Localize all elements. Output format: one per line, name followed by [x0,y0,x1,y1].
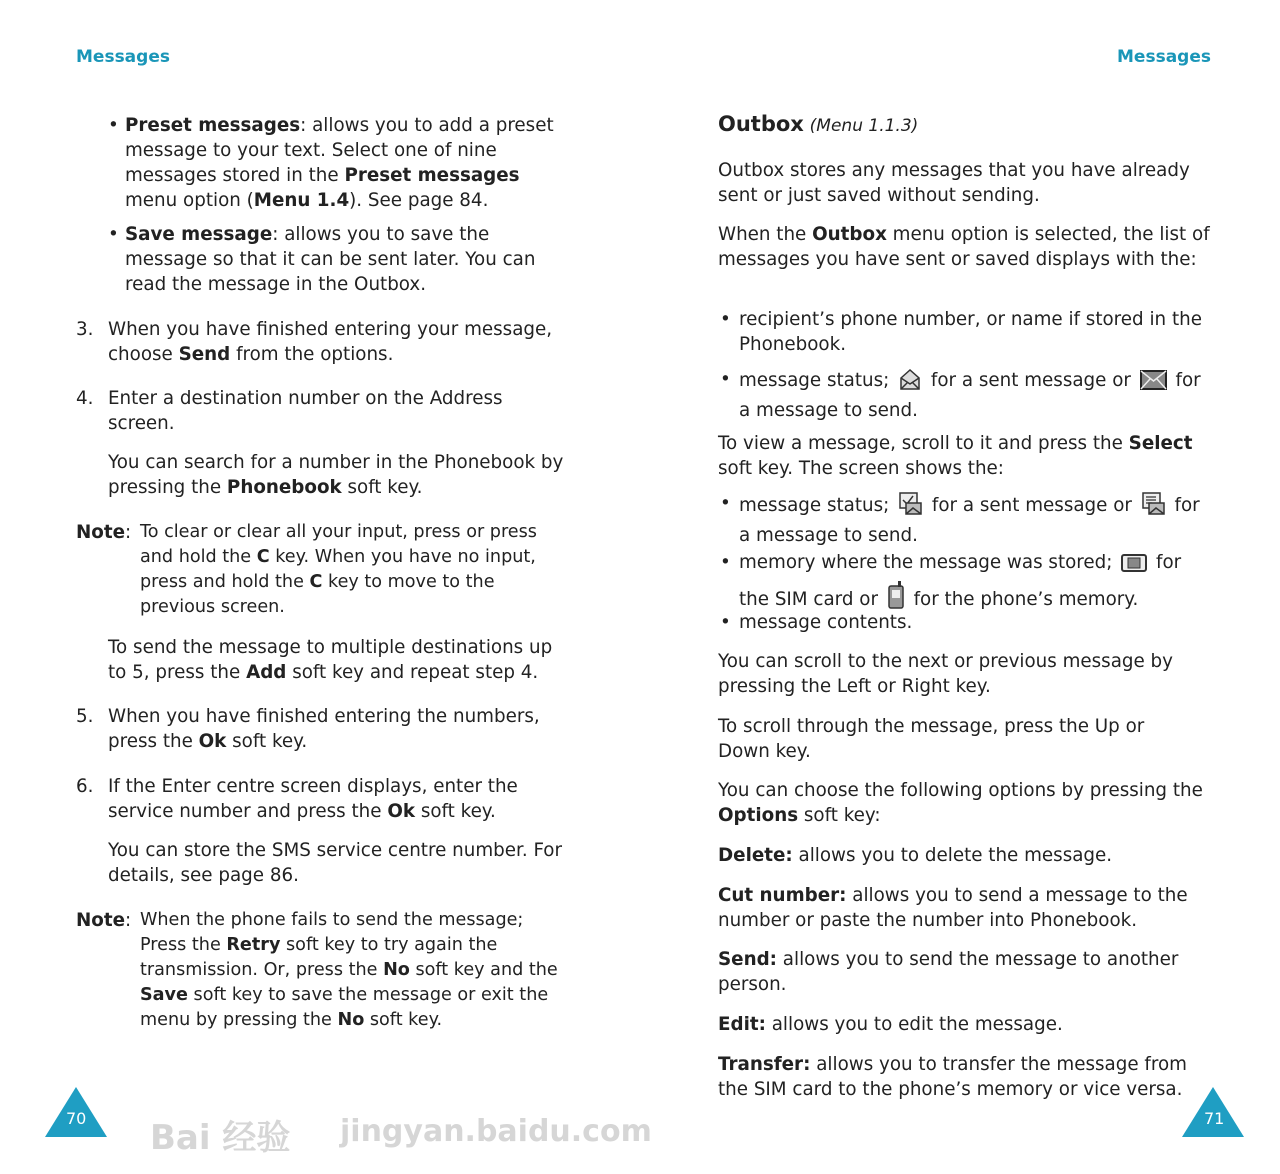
scroll-message-paragraph [718,714,1188,764]
step-4 [76,386,568,436]
bullet-text [108,113,568,213]
bold-term: No [337,1010,365,1030]
text-run: : allows you to add a preset message to your text. Select one of nine messages stored in the [125,115,554,186]
option-delete [718,843,1213,868]
text-run: allows you to delete the message. [792,845,1113,866]
text-run: soft key. The screen shows the: [718,458,1004,479]
step-number: 5. [76,706,94,727]
step-number: 3. [76,319,94,340]
bold-term: Send: [718,949,777,970]
sim-card-icon [1121,553,1147,580]
multiple-destinations-paragraph [108,635,573,685]
text-run: : allows you to save the message so that it can be sent later. You can read the message in the Outbox. [125,224,536,295]
option-cut-number [718,883,1213,933]
text-run: message contents. [739,612,913,633]
step-6 [76,774,568,824]
step-number: 6. [76,776,94,797]
options-intro [718,778,1213,828]
option-transfer [718,1052,1213,1102]
note-clear-input: Note: To clear or clear all your input, press or press and hold the C key. When you have no input, press and hold the C key to move to the previous screen. [76,520,568,620]
running-header-right: Messages [1117,47,1211,67]
text-run: for a sent message or [925,370,1137,391]
text-run: When you have finished entering your message, choose [108,319,553,365]
bullet-status-view: • message status; for a sent message or for a message to send. [718,491,1213,548]
bold-term: Outbox [812,224,887,245]
view-message-paragraph [718,431,1213,481]
bold-term: Ok [198,731,227,752]
section-title: Outbox [718,112,804,136]
text-run: message status; [739,495,896,516]
text-run: soft key. [226,731,308,752]
note-label: Note [76,910,125,931]
step-3 [76,317,568,367]
bold-term: Edit: [718,1014,766,1035]
sms-centre-paragraph [108,838,568,888]
sent-envelope-open-icon [898,367,922,398]
text-run: message status; [739,370,896,391]
bullet-text [718,610,1213,635]
menu-reference: (Menu 1.1.3) [809,116,919,136]
step-text [76,386,568,436]
bullet-text [718,307,1213,357]
text-run: You can scroll to the next or previous message by pressing the Left or Right key. [718,651,1173,697]
text-run: soft key to save the message or exit the menu by pressing the [140,985,549,1030]
text-run: soft key and repeat step 4. [286,662,539,683]
text-run: key to move to the previous screen. [140,572,495,617]
bold-term: Save [140,985,188,1005]
text-run: for the phone’s memory. [907,589,1139,610]
bold-term: Menu 1.4 [253,190,350,211]
bullet-text [718,491,1213,548]
step-5 [76,704,568,754]
step-text [76,704,568,754]
note-text [76,520,568,620]
text-run: allows you to send the message to another person. [718,949,1179,995]
text-run: soft key and the [409,960,558,980]
option-send [718,947,1213,997]
text-run: soft key. [364,1010,443,1030]
scroll-messages-paragraph [718,649,1213,699]
envelope-closed-icon [1140,369,1167,398]
text-run: You can choose the following options by pressing the [718,780,1203,801]
step-text [76,774,568,824]
text-run: for a message to send. [739,495,1200,546]
bold-term: Send [178,344,231,365]
text-run: menu option ( [125,190,254,211]
text-run: allows you to edit the message. [765,1014,1063,1035]
step-text [76,317,568,367]
bullet-contents: • message contents. [718,610,1213,635]
bullet-status-list: • message status; for a sent message or for a message to send. [718,367,1213,423]
outbox-description [718,158,1213,208]
bullet-recipient: • recipient’s phone number, or name if stored in the Phonebook. [718,307,1213,357]
bold-term: C [309,572,323,592]
text-run: You can search for a number in the Phonebook by pressing the [108,452,564,498]
text-run: You can store the SMS service centre number. For details, see page 86. [108,840,563,886]
watermark-url: jingyan.baidu.com [340,1114,652,1149]
bold-term: Options [718,805,799,826]
bullet-text [718,550,1213,617]
text-run: allows you to transfer the message from the SIM card to the phone’s memory or vice versa. [718,1054,1187,1100]
text-run: When you have finished entering the numbers, press the [108,706,540,752]
text-run: soft key. [415,801,496,822]
text-run: ). See page 84. [349,190,489,211]
bold-term: No [383,960,410,980]
page-number-right: 71 [1204,1109,1225,1128]
text-run: When the phone fails to send the message; Press the [140,910,524,955]
text-run: soft key to try again the transmission. Or, press the [140,935,498,980]
bold-term: Preset messages [125,115,301,136]
outbox-heading [718,112,1218,139]
text-run: Outbox stores any messages that you have already sent or just saved without sending. [718,160,1190,206]
bold-term: C [256,547,270,567]
text-run: allows you to send a message to the number or paste the number into Phonebook. [718,885,1188,931]
bold-term: Preset messages [344,165,520,186]
option-edit [718,1012,1213,1037]
bold-term: Retry [226,935,281,955]
bold-term: Phonebook [226,477,342,498]
bullet-text [718,367,1213,423]
text-run: Enter a destination number on the Address screen. [108,388,503,434]
text-run: soft key: [798,805,881,826]
bold-term: Cut number: [718,885,847,906]
bold-term: Save message [125,224,273,245]
running-header-left: Messages [76,47,170,67]
note-send-failure: Note: When the phone fails to send the message; Press the Retry soft key to try again the transmission. Or, press the No soft key and the Save soft key to save the message or exit the menu by pressing the No soft key. [76,908,568,1033]
bullet-save-message: • Save message: allows you to save the message so that it can be sent later. You can read the message in the Outbox. [108,222,568,297]
bold-term: Select [1128,433,1193,454]
text-run: To send the message to multiple destinations up to 5, press the [108,637,553,683]
sent-check-message-icon [898,491,923,523]
note-label: Note [76,522,125,543]
text-run: menu option is selected, the list of messages you have sent or saved displays with the: [718,224,1210,270]
bullet-text [108,222,568,297]
outbox-list-intro [718,222,1213,272]
bullet-memory: • memory where the message was stored; for the SIM card or for the phone’s memory. [718,550,1213,617]
text-run: soft key. [341,477,423,498]
text-run: for a sent message or [926,495,1138,516]
note-text [76,908,568,1033]
step-number: 4. [76,388,94,409]
bold-term: Transfer: [718,1054,811,1075]
text-run: To view a message, scroll to it and press the [718,433,1129,454]
watermark-logo: Bai 经验 [150,1118,291,1158]
text-run: If the Enter centre screen displays, enter the service number and press the [108,776,518,822]
text-run: for a message to send. [739,370,1201,421]
bold-term: Add [246,662,287,683]
text-run: for the SIM card or [739,552,1182,610]
text-run: key. When you have no input, press and hold the [140,547,536,592]
text-run: To clear or clear all your input, press or press and hold the [140,522,537,567]
phonebook-paragraph [108,450,568,500]
text-run: memory where the message was stored; [739,552,1119,573]
unsent-message-icon [1141,491,1166,523]
bold-term: Delete: [718,845,793,866]
bold-term: Ok [387,801,416,822]
text-run: from the options. [230,344,394,365]
text-run: When the [718,224,813,245]
text-run: recipient’s phone number, or name if stored in the Phonebook. [739,309,1202,355]
bullet-preset-messages: • Preset messages: allows you to add a preset message to your text. Select one of nine messages stored in the Preset messages menu option (Menu 1.4). See page 84. [108,113,568,213]
page-number-left: 70 [66,1109,87,1128]
text-run: To scroll through the message, press the Up or Down key. [718,716,1145,762]
